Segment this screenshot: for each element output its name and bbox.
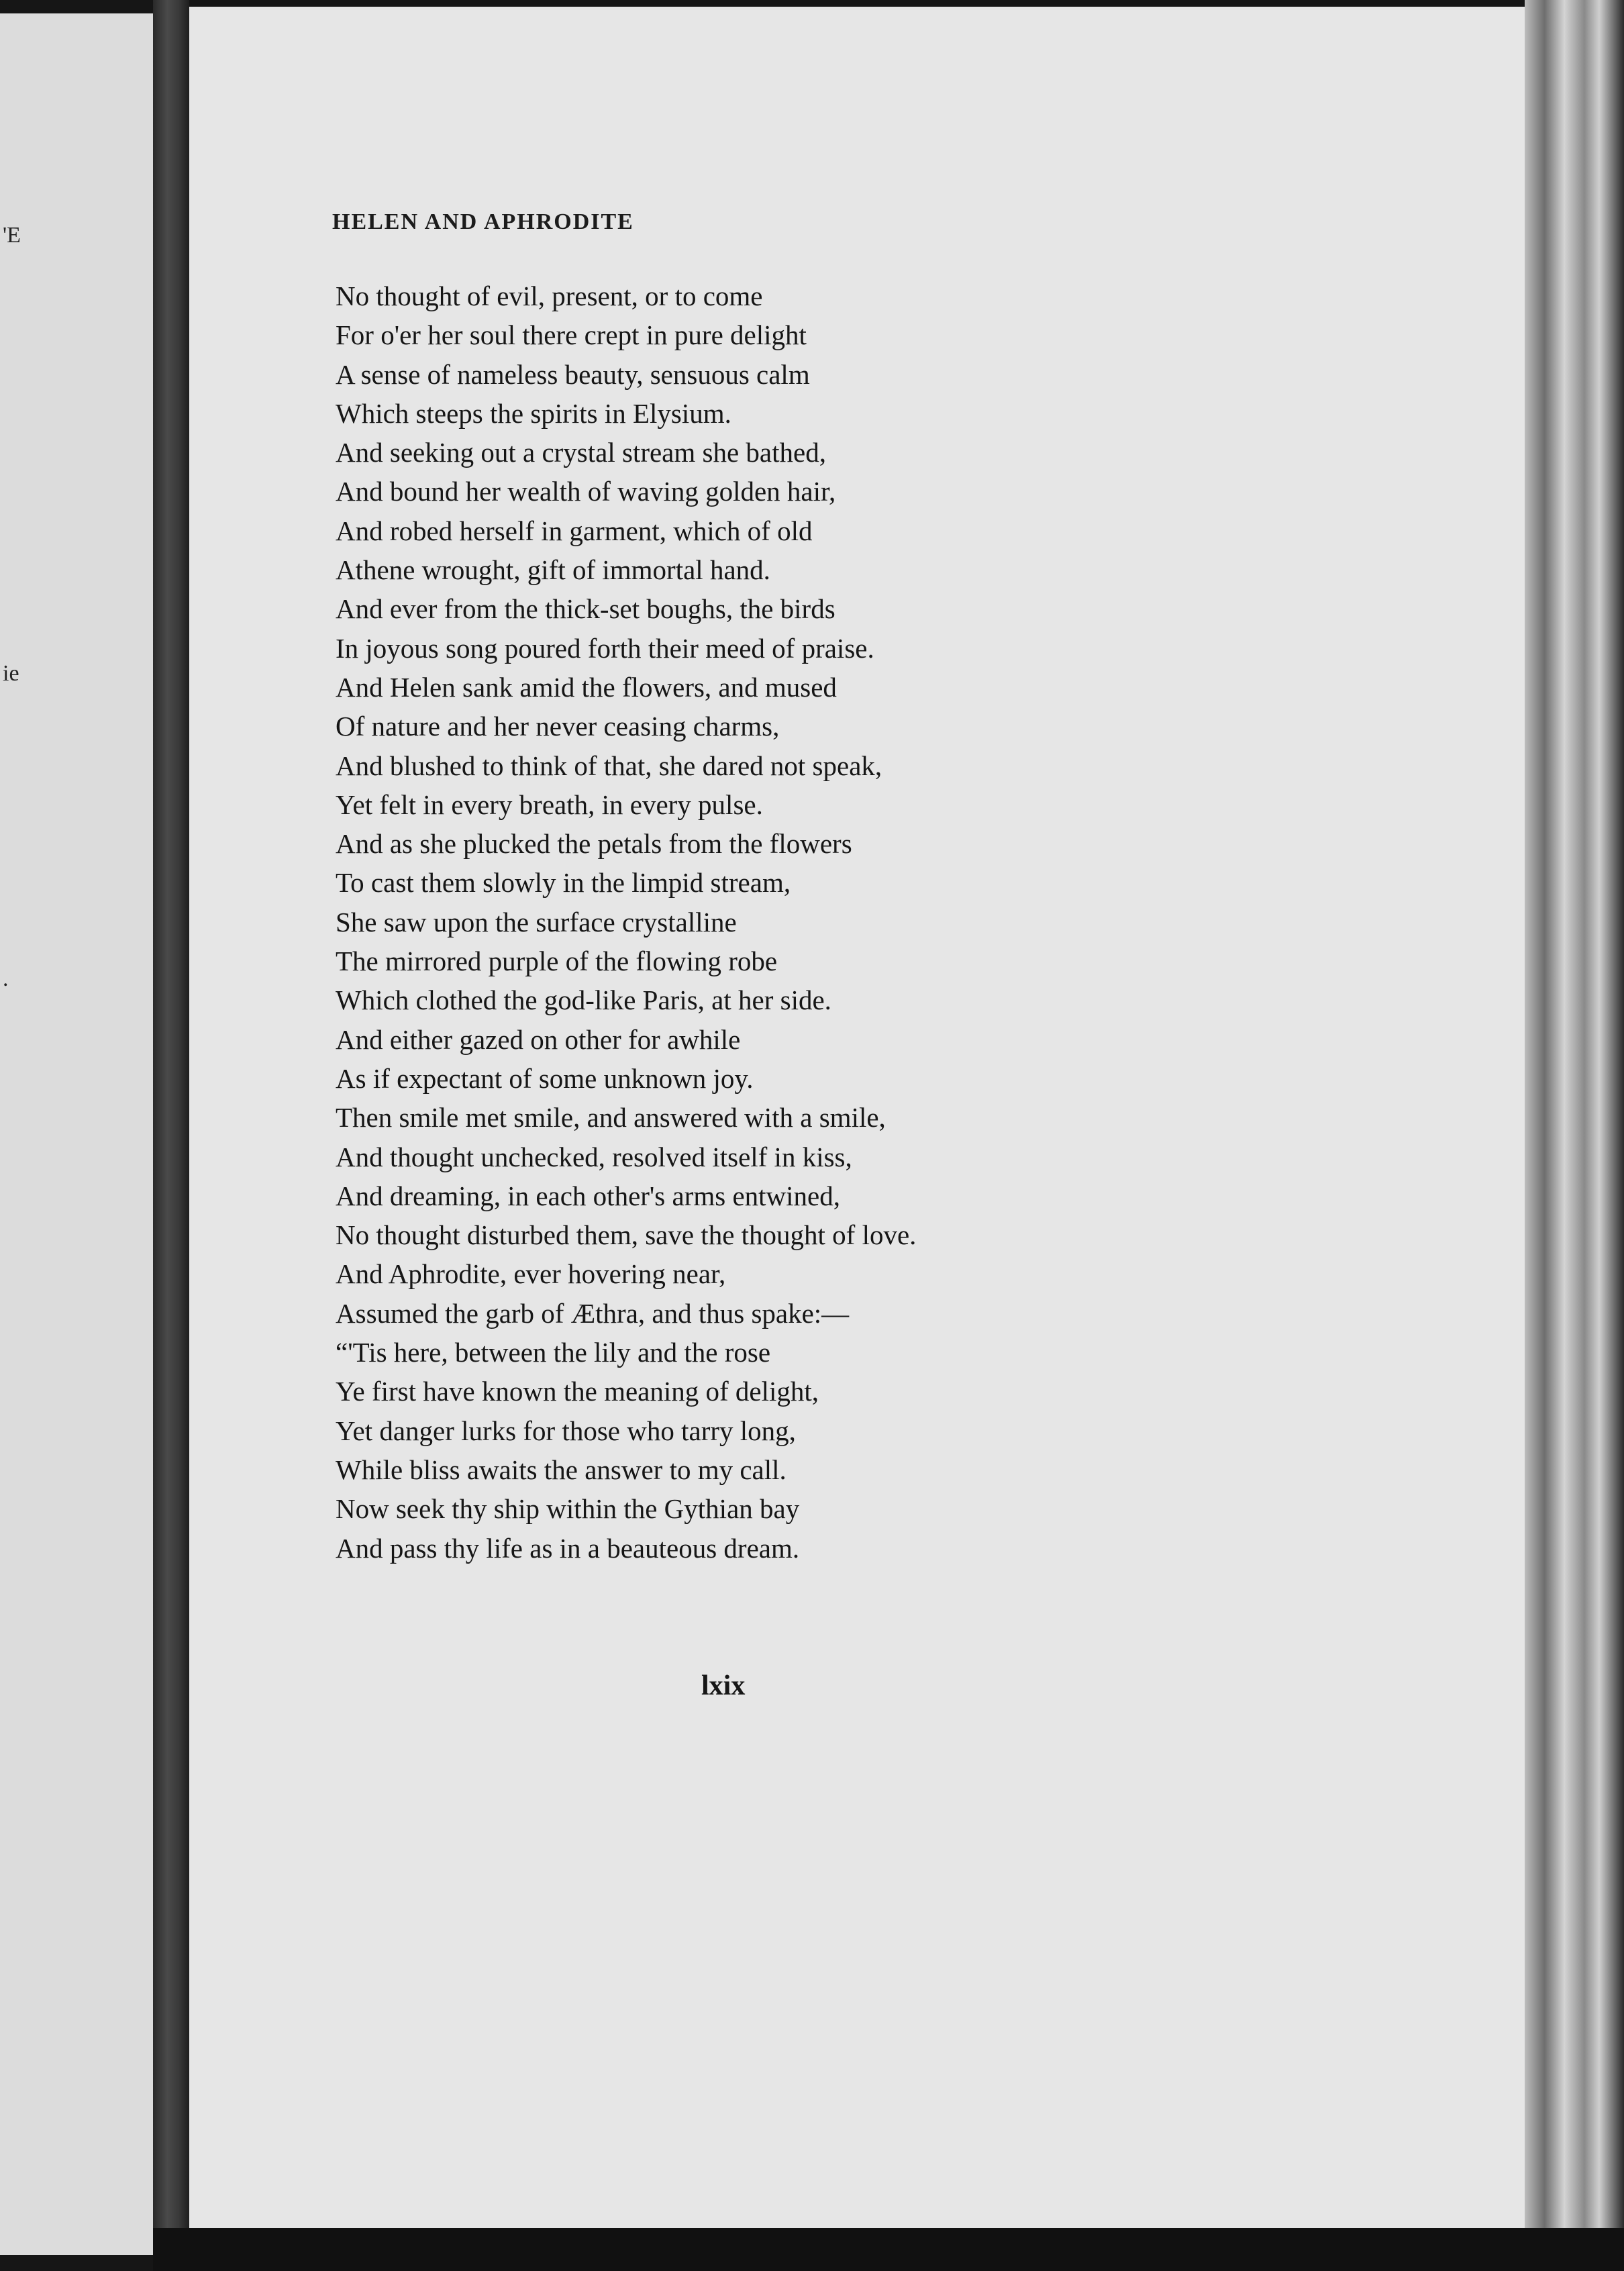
poem-line: Then smile met smile, and answered with a smile,	[336, 1102, 886, 1133]
left-page-edge	[0, 13, 153, 2255]
poem-line: And as she plucked the petals from the flowers	[336, 828, 852, 860]
left-page-fragment: .	[3, 966, 9, 991]
poem-line: And blushed to think of that, she dared not speak,	[336, 750, 882, 781]
poem-line: Assumed the garb of Æthra, and thus spake:—	[336, 1297, 850, 1329]
left-page-fragment: ie	[3, 661, 19, 686]
poem-line: Of nature and her never ceasing charms,	[336, 711, 780, 742]
poem-line: Yet felt in every breath, in every pulse.	[336, 789, 763, 820]
page-number: lxix	[701, 1670, 746, 1701]
poem-line: No thought of evil, present, or to come	[336, 281, 763, 311]
poem-line: She saw upon the surface crystalline	[336, 906, 737, 938]
page-edge-stack	[1525, 0, 1624, 2271]
poem-line: As if expectant of some unknown joy.	[336, 1062, 754, 1094]
poem-line: And dreaming, in each other's arms entwined,	[336, 1180, 840, 1211]
poem-line: And ever from the thick-set boughs, the birds	[336, 593, 835, 625]
poem-line: While bliss awaits the answer to my call.	[336, 1454, 786, 1485]
poem-line: No thought disturbed them, save the thought of love.	[336, 1219, 917, 1251]
poem-line: And either gazed on other for awhile	[336, 1023, 741, 1055]
poem-line: To cast them slowly in the limpid stream,	[336, 867, 791, 899]
poem-line: Athene wrought, gift of immortal hand.	[336, 554, 770, 586]
poem-line: Which steeps the spirits in Elysium.	[336, 397, 731, 429]
poem-line: And thought unchecked, resolved itself in kiss,	[336, 1141, 852, 1172]
book-gutter	[153, 0, 189, 2271]
left-page-fragment: 'E	[3, 223, 21, 248]
poem-line: And Helen sank amid the flowers, and mused	[336, 671, 837, 703]
poem-line: Which clothed the god-like Paris, at her side.	[336, 985, 831, 1016]
poem-line: Yet danger lurks for those who tarry long,	[336, 1415, 796, 1446]
poem-line: In joyous song poured forth their meed of praise.	[336, 632, 874, 664]
poem-line: Now seek thy ship within the Gythian bay	[336, 1493, 800, 1525]
poem-line: And robed herself in garment, which of old	[336, 515, 813, 546]
poem-line: “'Tis here, between the lily and the rose	[336, 1337, 771, 1368]
poem-line: And Aphrodite, ever hovering near,	[336, 1258, 726, 1290]
running-head: HELEN AND APHRODITE	[332, 209, 634, 234]
poem-line: And pass thy life as in a beauteous dream.	[336, 1532, 800, 1564]
poem-line: Ye first have known the meaning of delight,	[336, 1376, 819, 1407]
poem-line: A sense of nameless beauty, sensuous calm	[336, 358, 810, 390]
poem-line: And seeking out a crystal stream she bathed,	[336, 437, 826, 468]
poem-body	[336, 276, 916, 1568]
poem-line: For o'er her soul there crept in pure delight	[336, 319, 807, 351]
poem-line: The mirrored purple of the flowing robe	[336, 946, 778, 977]
poem-line: And bound her wealth of waving golden hair,	[336, 476, 836, 507]
scan-border	[153, 2228, 1624, 2271]
